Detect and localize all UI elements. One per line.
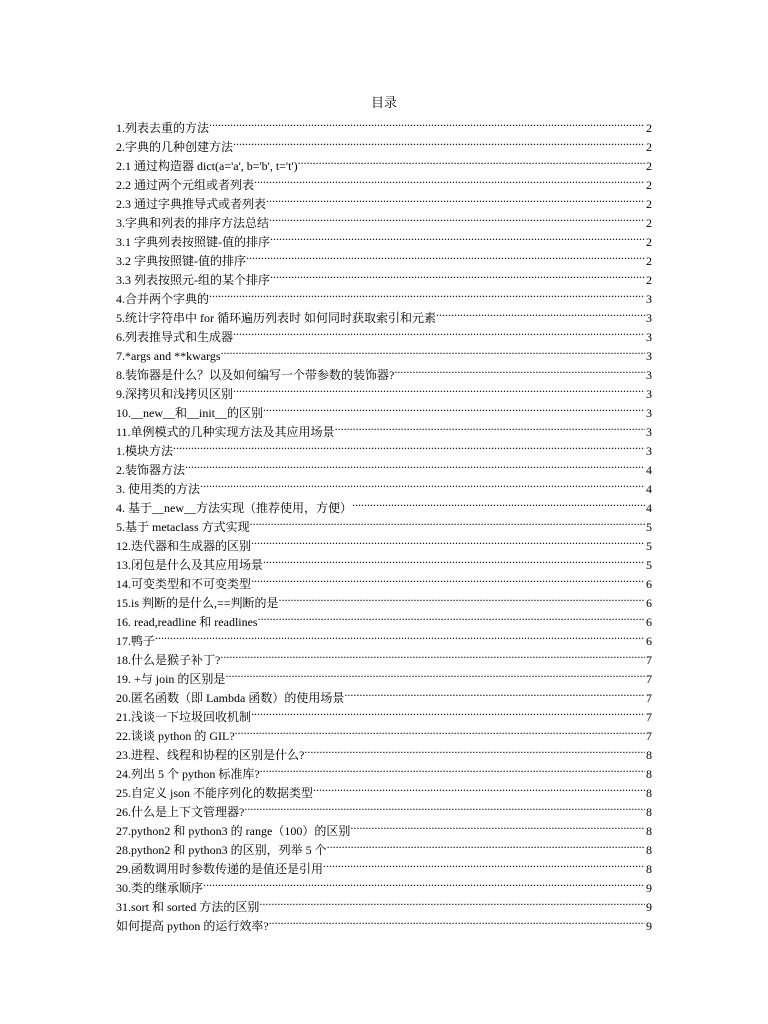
toc-leader-dots	[269, 208, 645, 227]
toc-leader-dots	[203, 873, 645, 892]
toc-entry-text: 4. 基于__new__方法实现（推荐使用，方便）	[116, 501, 352, 515]
toc-entry-page-number: 7	[646, 691, 652, 705]
toc-entry-text: 9.深拷贝和浅拷贝区别	[116, 387, 234, 401]
toc-entry[interactable]	[116, 455, 652, 477]
toc-leader-dots	[335, 417, 645, 436]
toc-leader-dots	[323, 854, 645, 873]
toc-entry-page-number: 4	[646, 463, 652, 477]
toc-entry-text: 20.匿名函数（即 Lambda 函数）的使用场景	[116, 691, 345, 705]
toc-entry[interactable]	[116, 436, 652, 458]
toc-entry-page-number: 9	[646, 881, 652, 895]
toc-leader-dots	[269, 911, 645, 930]
toc-entry-text: 2.字典的几种创建方法	[116, 140, 234, 154]
toc-entry-page-number: 3	[646, 292, 652, 306]
toc-entry-text: 3. 使用类的方法	[116, 482, 201, 496]
toc-entry-text: 16. read,readline 和 readlines	[116, 615, 258, 629]
toc-entry-page-number: 6	[646, 577, 652, 591]
toc-entry-text: 25.自定义 json 不能序列化的数据类型	[116, 786, 314, 800]
toc-leader-dots	[185, 455, 645, 474]
toc-leader-dots	[233, 379, 645, 398]
toc-entry-page-number: 2	[646, 254, 652, 268]
toc-leader-dots	[259, 892, 645, 911]
toc-leader-dots	[350, 816, 645, 835]
toc-entry-text: 24.列出 5 个 python 标准库?	[116, 767, 260, 781]
toc-entry-text: 10.__new__和__init__的区别	[116, 406, 263, 420]
toc-entry-text: 3.字典和列表的排序方法总结	[116, 216, 270, 230]
toc-entry-page-number: 8	[646, 805, 652, 819]
toc-entry-text: 21.浅谈一下垃圾回收机制	[116, 710, 252, 724]
toc-entry-page-number: 2	[646, 197, 652, 211]
toc-leader-dots	[279, 588, 645, 607]
toc-entry-page-number: 8	[646, 786, 652, 800]
toc-entry-text: 5.基于 metaclass 方式实现	[116, 520, 250, 534]
toc-entry-text: 1.模块方法	[116, 444, 174, 458]
toc-leader-dots	[260, 759, 645, 778]
toc-entry-text: 2.装饰器方法	[116, 463, 186, 477]
toc-entry-page-number: 2	[646, 159, 652, 173]
toc-leader-dots	[209, 113, 645, 132]
toc-entry-text: 23.进程、线程和协程的区别是什么?	[116, 748, 305, 762]
toc-entry-page-number: 7	[646, 729, 652, 743]
toc-leader-dots	[298, 151, 645, 170]
toc-entry-page-number: 2	[646, 273, 652, 287]
toc-entry-page-number: 4	[646, 501, 652, 515]
toc-leader-dots	[246, 246, 645, 265]
toc-entry-text: 18.什么是猴子补丁?	[116, 653, 221, 667]
toc-entry-page-number: 2	[646, 178, 652, 192]
toc-leader-dots	[251, 702, 645, 721]
toc-entry[interactable]	[116, 474, 652, 496]
toc-entry-text: 3.1 字典列表按照键-值的排序	[116, 235, 270, 249]
toc-leader-dots	[233, 132, 645, 151]
toc-leader-dots	[209, 284, 645, 303]
toc-leader-dots	[394, 360, 645, 379]
toc-entry-page-number: 9	[646, 900, 652, 914]
toc-entry-page-number: 3	[646, 444, 652, 458]
toc-leader-dots	[304, 740, 645, 759]
toc-entry-text: 28.python2 和 python3 的区别，列举 5 个	[116, 843, 327, 857]
toc-entry-page-number: 3	[646, 368, 652, 382]
toc-leader-dots	[250, 512, 645, 531]
toc-leader-dots	[327, 835, 645, 854]
toc-entry-page-number: 2	[646, 235, 652, 249]
toc-entry-text: 13.闭包是什么及其应用场景	[116, 558, 264, 572]
toc-entry-text: 3.3 列表按照元-组的某个排序	[116, 273, 270, 287]
toc-leader-dots	[313, 778, 645, 797]
toc-leader-dots	[258, 607, 645, 626]
toc-entry-page-number: 5	[646, 558, 652, 572]
toc-entry[interactable]	[116, 645, 652, 667]
toc-entry-page-number: 7	[646, 653, 652, 667]
toc-entry-page-number: 3	[646, 425, 652, 439]
toc-leader-dots	[244, 797, 645, 816]
toc-entry-page-number: 2	[646, 140, 652, 154]
toc-entry-page-number: 8	[646, 824, 652, 838]
toc-leader-dots	[270, 227, 645, 246]
toc-entry-text: 12.迭代器和生成器的区别	[116, 539, 252, 553]
toc-entry-text: 14.可变类型和不可变类型	[116, 577, 252, 591]
toc-leader-dots	[200, 474, 645, 493]
toc-entry-page-number: 3	[646, 406, 652, 420]
toc-entry-text: 2.3 通过字典推导式或者列表	[116, 197, 267, 211]
toc-entry-text: 19. +与 join 的区别是	[116, 672, 226, 686]
toc-entry-page-number: 5	[646, 539, 652, 553]
toc-entry-text: 15.is 判断的是什么,==判断的是	[116, 596, 279, 610]
toc-entry-text: 5.统计字符串中 for 循环遍历列表时 如何同时获取索引和元素	[116, 311, 436, 325]
toc-leader-dots	[436, 303, 645, 322]
toc-leader-dots	[235, 721, 645, 740]
toc-entry-text: 29.函数调用时参数传递的是值还是引用	[116, 862, 324, 876]
toc-entry-text: 如何提高 python 的运行效率?	[116, 919, 269, 933]
toc-list	[116, 113, 652, 933]
toc-leader-dots	[173, 436, 645, 455]
toc-entry-page-number: 6	[646, 596, 652, 610]
toc-leader-dots	[225, 664, 645, 683]
toc-entry[interactable]	[116, 626, 652, 648]
toc-entry-page-number: 2	[646, 121, 652, 135]
toc-leader-dots	[233, 322, 645, 341]
toc-entry-page-number: 4	[646, 482, 652, 496]
toc-entry-text: 2.2 通过两个元组或者列表	[116, 178, 255, 192]
toc-entry-page-number: 5	[646, 520, 652, 534]
toc-entry-text: 8.装饰器是什么？以及如何编写一个带参数的装饰器?	[116, 368, 395, 382]
toc-entry-text: 17.鸭子	[116, 634, 156, 648]
toc-leader-dots	[254, 170, 645, 189]
toc-entry-page-number: 3	[646, 387, 652, 401]
toc-leader-dots	[344, 683, 645, 702]
toc-entry-page-number: 3	[646, 349, 652, 363]
toc-entry-text: 31.sort 和 sorted 方法的区别	[116, 900, 260, 914]
toc-leader-dots	[263, 550, 645, 569]
toc-entry-page-number: 8	[646, 843, 652, 857]
toc-entry-page-number: 7	[646, 672, 652, 686]
toc-leader-dots	[251, 531, 645, 550]
toc-entry-text: 1.列表去重的方法	[116, 121, 210, 135]
toc-entry-page-number: 2	[646, 216, 652, 230]
toc-entry-text: 7.*args and **kwargs	[116, 349, 221, 363]
toc-entry-text: 2.1 通过构造器 dict(a='a', b='b', t='t')	[116, 159, 298, 173]
toc-entry-page-number: 8	[646, 862, 652, 876]
toc-entry-page-number: 6	[646, 634, 652, 648]
toc-leader-dots	[220, 645, 645, 664]
toc-leader-dots	[155, 626, 645, 645]
toc-entry-page-number: 6	[646, 615, 652, 629]
toc-leader-dots	[251, 569, 645, 588]
toc-entry-text: 4.合并两个字典的	[116, 292, 210, 306]
toc-leader-dots	[263, 398, 645, 417]
toc-entry-page-number: 8	[646, 748, 652, 762]
toc-entry-page-number: 9	[646, 919, 652, 933]
toc-entry-text: 30.类的继承顺序	[116, 881, 204, 895]
toc-entry-text: 27.python2 和 python3 的 range（100）的区别	[116, 824, 351, 838]
toc-leader-dots	[270, 265, 645, 284]
toc-entry[interactable]	[116, 113, 652, 135]
toc-entry-page-number: 3	[646, 311, 652, 325]
toc-entry-text: 26.什么是上下文管理器?	[116, 805, 245, 819]
toc-leader-dots	[266, 189, 645, 208]
toc-entry-text: 22.谈谈 python 的 GIL?	[116, 729, 235, 743]
toc-entry-page-number: 8	[646, 767, 652, 781]
toc-entry-page-number: 7	[646, 710, 652, 724]
toc-entry-text: 3.2 字典按照键-值的排序	[116, 254, 246, 268]
toc-title: 目录	[370, 95, 397, 110]
toc-entry-text: 11.单例模式的几种实现方法及其应用场景	[116, 425, 335, 439]
toc-leader-dots	[221, 341, 645, 360]
toc-entry-text: 6.列表推导式和生成器	[116, 330, 234, 344]
toc-leader-dots	[352, 493, 645, 512]
toc-entry-page-number: 3	[646, 330, 652, 344]
